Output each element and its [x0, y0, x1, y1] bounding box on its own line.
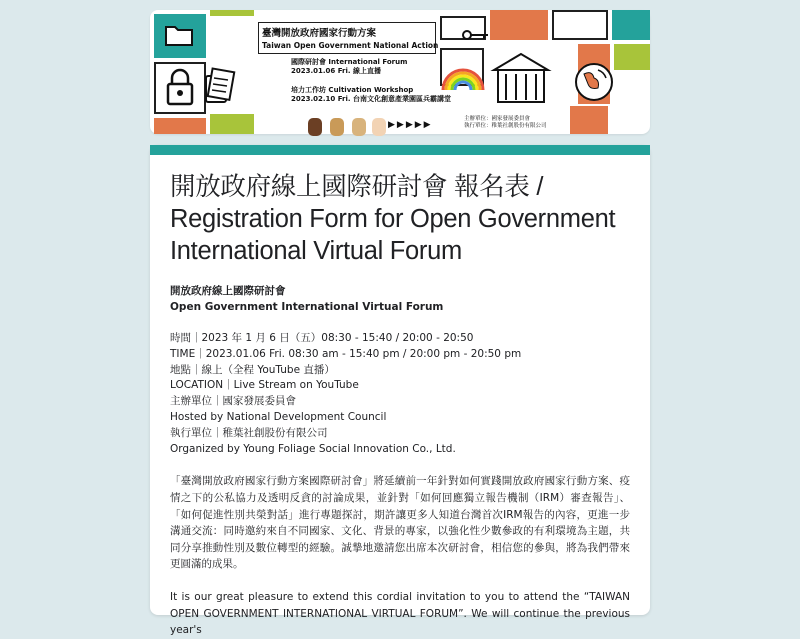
banner-title-en: Taiwan Open Government National Action: [262, 41, 439, 50]
green-block: [614, 44, 650, 70]
banner-title: [262, 28, 438, 52]
detail-line: 執行單位｜稚葉社創股份有限公司: [170, 426, 328, 439]
green-block: [210, 10, 254, 16]
detail-line: 主辦單位｜國家發展委員會: [170, 395, 296, 408]
teal-block: [612, 10, 650, 40]
globe-icon: [570, 58, 618, 106]
form-title: 開放政府線上國際研討會 報名表 / Registration Form for Open Government International Virtual Forum: [170, 173, 616, 265]
organizer-credit: 主辦單位：國家發展委員會: [464, 116, 531, 122]
form-header-card: [150, 145, 650, 637]
folder-icon: [164, 22, 196, 48]
green-block: [210, 114, 254, 134]
event-details: [170, 331, 630, 457]
orange-block: [490, 10, 548, 40]
subtitle-zh: 開放政府線上國際研討會: [170, 285, 286, 297]
detail-line: 時間｜2023 年 1 月 6 日（五）08:30 - 15:40 / 20:00 - 20:50: [170, 332, 474, 344]
detail-line: Organized by Young Foliage Social Innovation Co., Ltd.: [170, 442, 456, 455]
orange-block: [570, 106, 608, 134]
event2-line2: 2023.02.10 Fri. 台南文化創意產業園區兵霸講堂: [291, 95, 452, 103]
documents-icon: [200, 66, 260, 114]
rainbow-icon: [438, 62, 488, 92]
detail-line: LOCATION｜Live Stream on YouTube: [170, 379, 359, 392]
executor-credit: 執行單位：稚葉社創股份有限公司: [464, 123, 547, 129]
outline-block: [552, 10, 608, 40]
accent-bar: [150, 145, 650, 155]
event1-line2: 2023.01.06 Fri. 線上直播: [291, 67, 382, 75]
banner-credits: [464, 116, 547, 130]
lock-icon: [164, 68, 196, 108]
building-icon: [488, 50, 554, 106]
event1-line1: 國際研討會 International Forum: [291, 58, 408, 66]
hands-icon: [304, 114, 388, 136]
arrows: ▶▶▶▶▶: [388, 120, 433, 130]
description-zh: 「臺灣開放政府國家行動方案國際研討會」將延續前一年針對如何實踐開放政府國家行動方案、疫情之下的公私協力及透明反貪的討論成果，並針對「如何回應獨立報告機制（IRM）審查報告」、「如何促進性別共榮對話」進行專題探討，期許讓更多人知道台灣首次IRM報告的內容，更進一步溝通交流：同時邀約來自不同國家、文化、背景的專家，以強化性少數參政的有利環境為主題，共同分享推動性別及數位轉型的經驗。誠摯地邀請您出席本次研討會，相信您的參與，將為我們帶來更圓滿的成果。: [170, 475, 630, 571]
event2-line1: 培力工作坊 Cultivation Workshop: [291, 86, 414, 94]
detail-line: TIME｜2023.01.06 Fri. 08:30 am - 15:40 pm / 20:00 pm - 20:50 pm: [170, 347, 522, 360]
key-icon: [462, 28, 490, 42]
banner-title-zh: 臺灣開放政府國家行動方案: [262, 28, 377, 39]
header-banner-image: [150, 10, 650, 134]
subtitle-en: Open Government International Virtual Forum: [170, 301, 444, 313]
orange-block: [154, 118, 206, 134]
event-info: [291, 58, 451, 104]
description-en: It is our great pleasure to extend this cordial invitation to you to attend the “TAIWAN OPEN GOVERNMENT INTERNATIONAL VIRTUAL FORUM”. We will continue the previous year's: [170, 590, 630, 637]
detail-line: 地點｜線上（全程 YouTube 直播）: [170, 363, 335, 376]
detail-line: Hosted by National Development Council: [170, 410, 387, 423]
